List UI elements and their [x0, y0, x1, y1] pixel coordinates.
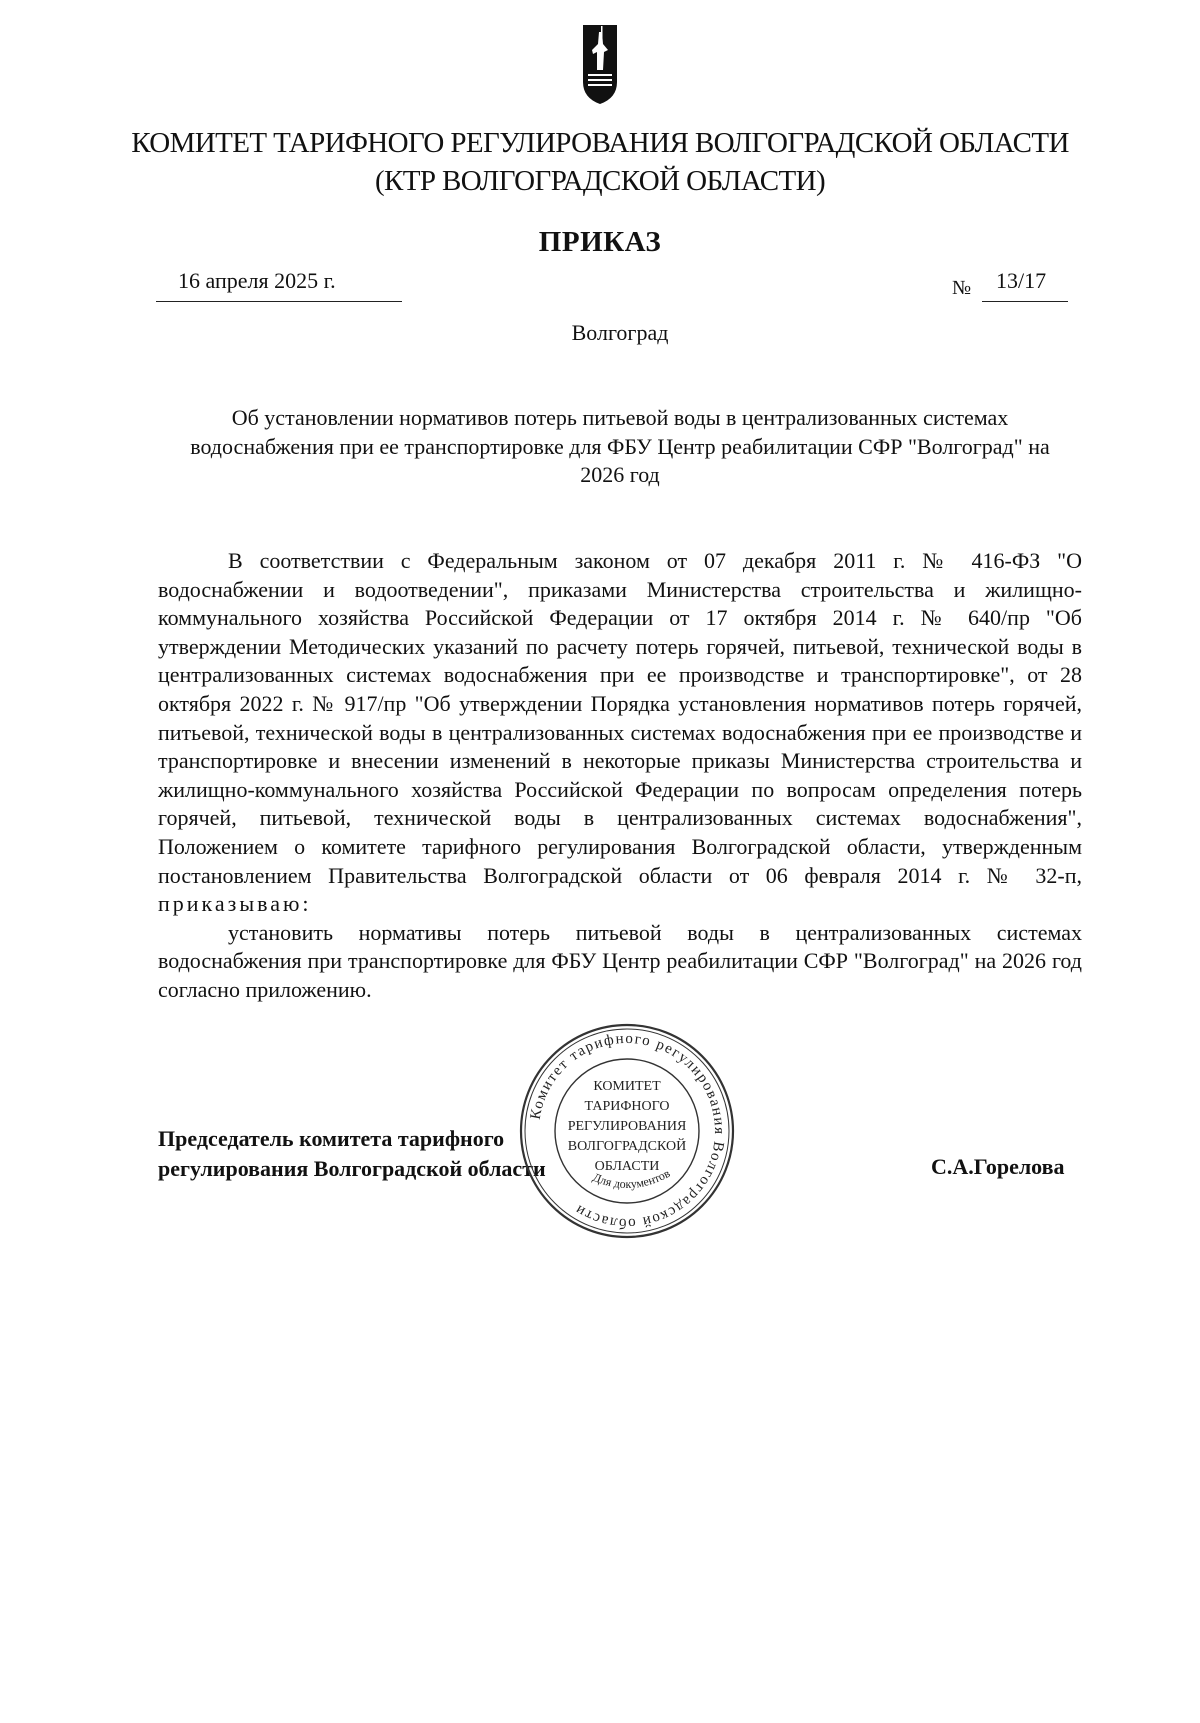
order-subject: Об установлении нормативов потерь питьевой воды в централизованных системах водоснабжения при ее транспортировке для ФБУ Центр реабилитации СФР "Волгоград" на 2026 год: [190, 405, 1050, 487]
organization-abbreviation: (КТР ВОЛГОГРАДСКОЙ ОБЛАСТИ): [374, 165, 826, 197]
order-word: приказываю:: [158, 891, 312, 917]
stamp-center-line1: КОМИТЕТ: [593, 1079, 661, 1094]
date-underline: [156, 301, 402, 302]
city: Волгоград: [571, 320, 669, 345]
order-title: ПРИКАЗ: [538, 226, 662, 258]
organization-name: КОМИТЕТ ТАРИФНОГО РЕГУЛИРОВАНИЯ ВОЛГОГРАДСКОЙ ОБЛАСТИ: [131, 127, 1069, 159]
number-sign: №: [952, 277, 972, 299]
order-date: 16 апреля 2025 г.: [178, 268, 336, 293]
signatory-position: [158, 1124, 546, 1184]
signatory-position-line1: Председатель комитета тарифного: [158, 1126, 505, 1151]
coat-of-arms-icon: [582, 24, 618, 106]
number-underline: [982, 301, 1068, 302]
stamp-center-line3: РЕГУЛИРОВАНИЯ: [567, 1119, 687, 1134]
paragraph-basis: [158, 547, 1082, 919]
order-body: [158, 547, 1082, 1005]
stamp-center-line2: ТАРИФНОГО: [584, 1099, 670, 1114]
signatory-name: С.А.Горелова: [931, 1154, 1065, 1179]
official-stamp: [516, 1020, 738, 1242]
stamp-ring-text: Комитет тарифного регулирования Волгоградской области: [527, 1030, 728, 1232]
paragraph-decision: установить нормативы потерь питьевой воды в централизованных системах водоснабжения при транспортировке для ФБУ Центр реабилитации СФР "Волгоград" на 2026 год согласно приложению.: [158, 919, 1082, 1002]
stamp-center-line5: ОБЛАСТИ: [594, 1159, 660, 1174]
signatory-position-line2: регулирования Волгоградской области: [158, 1156, 546, 1181]
paragraph-basis-text: В соответствии с Федеральным законом от 07 декабря 2011 г. № 416-ФЗ "О водоснабжении и водоотведении", приказами Министерства строительства и жилищно-коммунального хозяйства Российской Федерации от 17 октября 2014 г. № 640/пр "Об утверждении Методических указаний по расчету потерь горячей, питьевой, технической воды в централизованных системах водоснабжения при ее производстве и транспортировке", от 28 октября 2022 г. № 917/пр "Об утверждении Порядка установления нормативов потерь горячей, питьевой, технической воды в централизованных системах водоснабжения при ее производстве и транспортировке и внесении изменений в некоторые приказы Министерства строительства и жилищно-коммунального хозяйства Российской Федерации по вопросам определения потерь горячей, питьевой, технической воды в централизованных системах водоснабжения", Положением о комитете тарифного регулирования Волгоградской области, утвержденным постановлением Правительства Волгоградской области от 06 февраля 2014 г. № 32-п,: [158, 548, 1082, 888]
stamp-inner-arc-text: Для документов: [590, 1165, 673, 1192]
order-number: 13/17: [996, 268, 1047, 293]
stamp-center-line4: ВОЛГОГРАДСКОЙ: [567, 1139, 687, 1154]
